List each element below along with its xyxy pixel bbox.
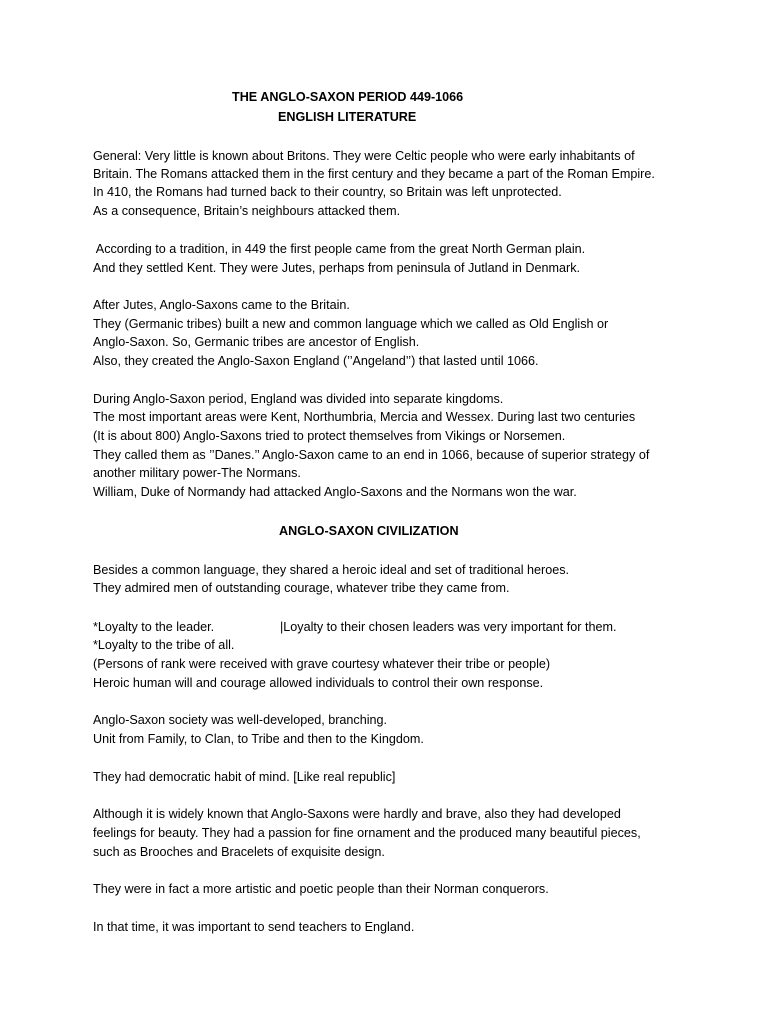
paragraph-line: Also, they created the Anglo-Saxon England (’’Angeland’’) that lasted until 1066. xyxy=(93,354,539,368)
paragraph-line: Britain. The Romans attacked them in the first century and they became a part of the Roman Empire. xyxy=(93,167,655,181)
paragraph-line: General: Very little is known about Britons. They were Celtic people who were early inhabitants of xyxy=(93,149,635,163)
paragraph-line: Heroic human will and courage allowed individuals to control their own response. xyxy=(93,676,544,690)
paragraph-line: Besides a common language, they shared a heroic ideal and set of traditional heroes. xyxy=(93,563,570,577)
paragraph-line: Although it is widely known that Anglo-Saxons were hardly and brave, also they had developed xyxy=(93,807,621,821)
document-subtitle: ENGLISH LITERATURE xyxy=(278,110,417,124)
paragraph-line: According to a tradition, in 449 the first people came from the great North German plain. xyxy=(93,242,586,256)
civilization-heading: ANGLO-SAXON CIVILIZATION xyxy=(279,524,459,538)
paragraph-line: another military power-The Normans. xyxy=(93,466,301,480)
paragraph-line: Anglo-Saxon. So, Germanic tribes are ancestor of English. xyxy=(93,335,420,349)
paragraph-line: In that time, it was important to send teachers to England. xyxy=(93,920,415,934)
paragraph-line: (Persons of rank were received with grave courtesy whatever their tribe or people) xyxy=(93,657,551,671)
paragraph-line: And they settled Kent. They were Jutes, perhaps from peninsula of Jutland in Denmark. xyxy=(93,261,580,275)
paragraph-line: *Loyalty to the tribe of all. xyxy=(93,638,235,652)
document-title: THE ANGLO-SAXON PERIOD 449-1066 xyxy=(232,90,464,104)
paragraph-line: They were in fact a more artistic and poetic people than their Norman conquerors. xyxy=(93,882,549,896)
paragraph-line: Anglo-Saxon society was well-developed, branching. xyxy=(93,713,388,727)
paragraph-line: feelings for beauty. They had a passion for fine ornament and the produced many beautiful pieces, xyxy=(93,826,641,840)
loyalty-leader: *Loyalty to the leader. xyxy=(93,620,215,634)
loyalty-leader-note: |Loyalty to their chosen leaders was very important for them. xyxy=(280,620,617,634)
paragraph-line: During Anglo-Saxon period, England was divided into separate kingdoms. xyxy=(93,392,504,406)
paragraph-line: They called them as ’’Danes.’’ Anglo-Saxon came to an end in 1066, because of superior strategy of xyxy=(93,448,650,462)
paragraph-line: such as Brooches and Bracelets of exquisite design. xyxy=(93,845,385,859)
paragraph-line: The most important areas were Kent, Northumbria, Mercia and Wessex. During last two centuries xyxy=(93,410,636,424)
paragraph-line: William, Duke of Normandy had attacked Anglo-Saxons and the Normans won the war. xyxy=(93,485,577,499)
paragraph-line: Unit from Family, to Clan, to Tribe and then to the Kingdom. xyxy=(93,732,424,746)
paragraph-line: As a consequence, Britain’s neighbours attacked them. xyxy=(93,204,401,218)
paragraph-line: They admired men of outstanding courage, whatever tribe they came from. xyxy=(93,581,510,595)
paragraph-line: After Jutes, Anglo-Saxons came to the Britain. xyxy=(93,298,350,312)
paragraph-line: They had democratic habit of mind. [Like real republic] xyxy=(93,770,396,784)
paragraph-line: They (Germanic tribes) built a new and common language which we called as Old English or xyxy=(93,317,609,331)
paragraph-line: (It is about 800) Anglo-Saxons tried to protect themselves from Vikings or Norsemen. xyxy=(93,429,566,443)
paragraph-line: In 410, the Romans had turned back to their country, so Britain was left unprotected. xyxy=(93,185,562,199)
